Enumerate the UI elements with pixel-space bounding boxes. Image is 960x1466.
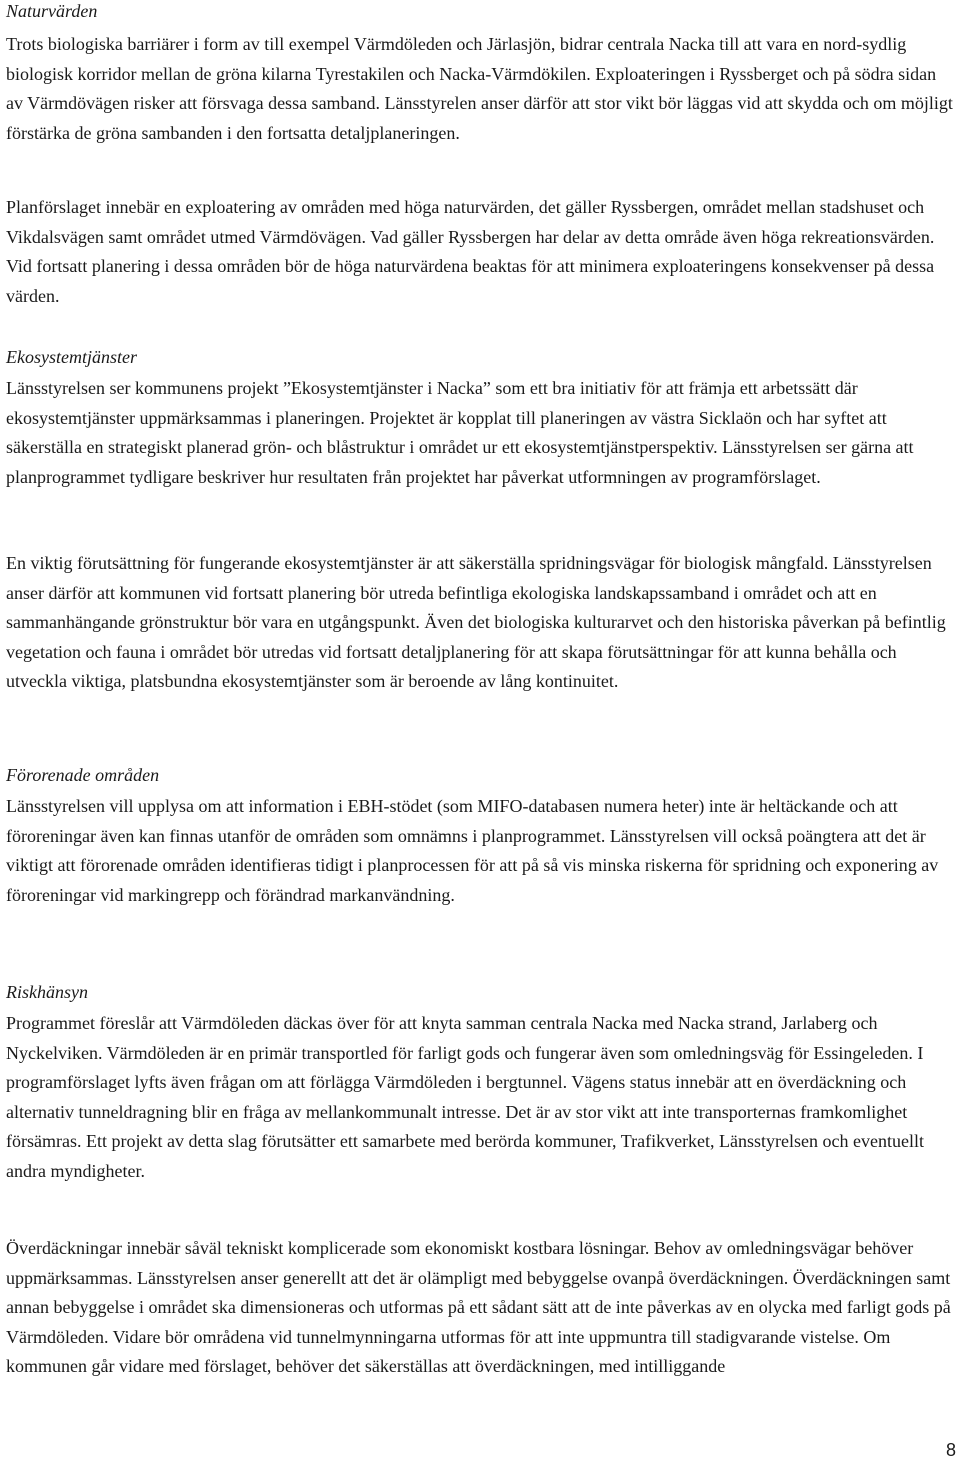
paragraph: Överdäckningar innebär såväl tekniskt komplicerade som ekonomiskt kostbara lösningar. Behov av omledningsvägar behöver uppmärksammas. Länsstyrelsen anser generellt att det är olämpligt med bebyggelse ovanpå överdäckningen. Överdäckningen samt annan bebyggelse i området ska dimensioneras och utformas på ett sådant sätt att de inte påverkas av en olycka med farligt gods på Värmdöleden. Vidare bör områdena vid tunnelmynningarna utformas för att inte uppmuntra till stadigvarande vistelse. Om kommunen går vidare med förslaget, behöver det säkerställas att överdäckningen, med intilliggande — [6, 1238, 951, 1376]
section-riskhansyn — [6, 981, 954, 1376]
page-number: 8 — [945, 1440, 956, 1460]
section-heading: Naturvärden — [6, 1, 98, 21]
section-heading: Ekosystemtjänster — [6, 347, 137, 367]
paragraph: Trots biologiska barriärer i form av till exempel Värmdöleden och Järlasjön, bidrar centrala Nacka till att vara en nord-sydlig biologisk korridor mellan de gröna kilarna Tyrestakilen och Nacka-Värmdökilen. Exploateringen i Ryssberget och på södra sidan av Värmdövägen risker att försvaga dessa samband. Länsstyrelen anser därför att stor vikt bör läggas vid att skydda och om möjligt förstärka de gröna sambanden i den fortsatta detaljplaneringen. — [6, 34, 953, 143]
section-ekosystemtjanster — [6, 346, 954, 691]
section-fororenade-omraden — [6, 764, 954, 905]
paragraph: Programmet föreslår att Värmdöleden däckas över för att knyta samman centrala Nacka med Nacka strand, Jarlaberg och Nyckelviken. Värmdöleden är en primär transportled för farligt gods och fungerar även som omledningsväg för Essingeleden. I programförslaget lyfts även frågan om att förlägga Värmdöleden i bergtunnel. Vägens status innebär att en överdäckning och alternativ tunneldragning blir en fråga av mellankommunalt intresse. Det är av stor vikt att inte transporternas framkomlighet försämras. Ett projekt av detta slag förutsätter ett samarbete med berörda kommuner, Trafikverket, Länsstyrelsen och eventuellt andra myndigheter. — [6, 1013, 924, 1181]
paragraph: Länsstyrelsen vill upplysa om att information i EBH-stödet (som MIFO-databasen numera heter) inte är heltäckande och att föroreningar även kan finnas utanför de områden som omnämns i planprogrammet. Länsstyrelsen vill också poängtera att det är viktigt att förorenade områden identifieras tidigt i planprocessen för att på så vis minska riskerna för spridning och exponering av föroreningar vid markingrepp och förändrad markanvändning. — [6, 796, 939, 905]
section-heading: Förorenade områden — [6, 765, 160, 785]
paragraph: En viktig förutsättning för fungerande ekosystemtjänster är att säkerställa spridningsvägar för biologisk mångfald. Länsstyrelsen anser därför att kommunen vid fortsatt planering bör utreda befintliga ekologiska landskapssamband i området och att en sammanhängande grönstruktur bör vara en utgångspunkt. Även det biologiska kulturarvet och den historiska påverkan på befintlig vegetation och fauna i området bör utredas vid fortsatt detaljplanering för att skapa förutsättningar för att kunna behålla och utveckla viktiga, platsbundna ekosystemtjänster som är beroende av lång kontinuitet. — [6, 553, 946, 691]
paragraph: Planförslaget innebär en exploatering av områden med höga naturvärden, det gäller Ryssbergen, området mellan stadshuset och Vikdalsvägen samt området utmed Värmdövägen. Vad gäller Ryssbergen har delar av detta område även höga rekreationsvärden. Vid fortsatt planering i dessa områden bör de höga naturvärdena beaktas för att minimera exploateringens konsekvenser på dessa värden. — [6, 197, 935, 306]
paragraph: Länsstyrelsen ser kommunens projekt ”Ekosystemtjänster i Nacka” som ett bra initiativ för att främja ett arbetssätt där ekosystemtjänster uppmärksammas i planeringen. Projektet är kopplat till planeringen av västra Sicklaön och har syftet att säkerställa en strategiskt planerad grön- och blåstruktur i området ur ett ekosystemtjänstperspektiv. Länsstyrelsen ser gärna att planprogrammet tydligare beskriver hur resultaten från projektet har påverkat utformningen av programförslaget. — [6, 378, 914, 487]
section-naturvarden — [6, 0, 954, 306]
section-heading: Riskhänsyn — [6, 982, 88, 1002]
